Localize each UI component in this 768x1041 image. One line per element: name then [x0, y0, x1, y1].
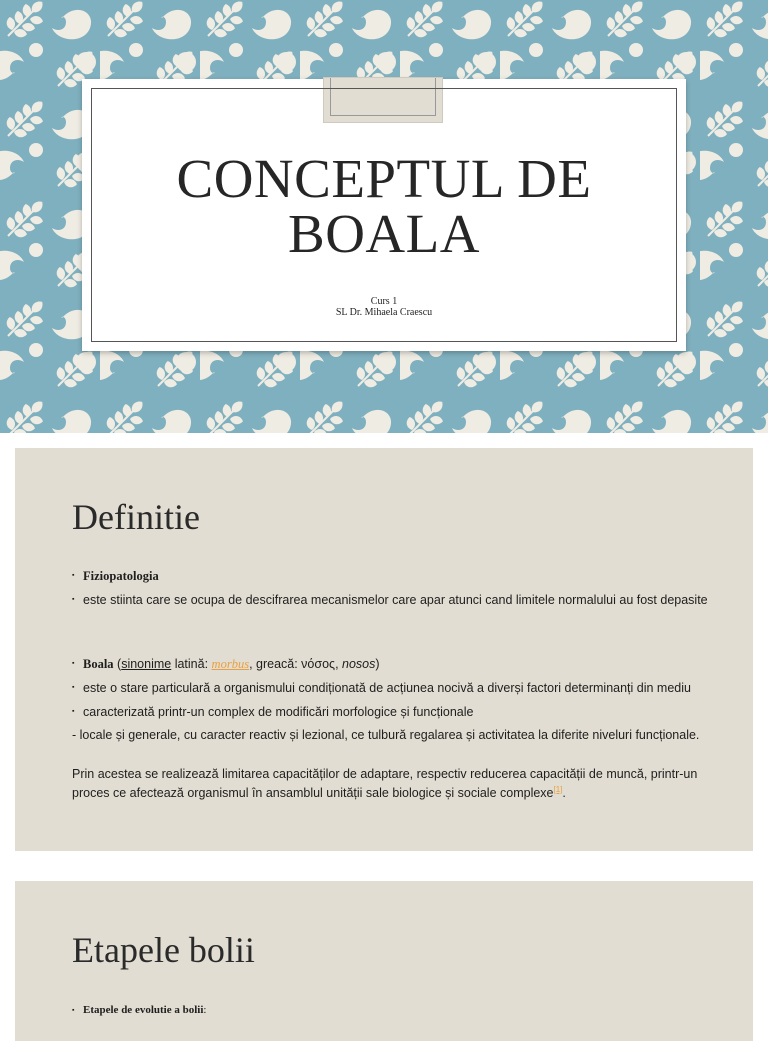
etape-slide: [15, 881, 753, 1041]
slide-subtitle: [82, 296, 686, 318]
title-slide: [0, 0, 768, 433]
title-line-1: CONCEPTUL DE: [176, 148, 592, 209]
bullet-caracterizata: ▪ caracterizată printr-un complex de modificări morfologice și funcționale: [72, 704, 473, 720]
line-locale-generale: - locale și generale, cu caracter reactiv și lezional, ce tulbură regalarea și activitatea la diferite niveluri funcționale.: [72, 728, 700, 742]
subtitle-course: Curs 1: [370, 296, 398, 307]
definition-heading: Definitie: [72, 497, 200, 537]
bullet-stare-particulara: ▪ este o stare particulară a organismului condiționată de acțiunea nocivă a diverși factori determinanți din mediu: [72, 680, 691, 696]
bullet-definitie-fiziopatologie: ▪ este stiinta care se ocupa de descifrarea mecanismelor care apar atunci cand limitele normalului au fost depasite: [72, 592, 708, 608]
link-morbus[interactable]: morbus: [211, 657, 250, 671]
subtitle-author: SL Dr. Mihaela Craescu: [335, 307, 433, 318]
link-sinonime[interactable]: sinonime: [121, 657, 172, 671]
definition-slide: [15, 448, 753, 851]
title-card: [82, 79, 686, 351]
etape-heading: Etapele bolii: [72, 930, 255, 970]
bullet-etape-evolutie: ▪ Etapele de evolutie a bolii:: [72, 1002, 206, 1018]
slide-title: [82, 148, 686, 264]
bullet-fiziopatologia: ▪ Fiziopatologia: [72, 568, 159, 584]
paragraph-adaptare: Prin acestea se realizează limitarea capacităților de adaptare, respectiv reducerea capacității de muncă, printr-un proces ce afectează organismul în ansamblul unității sale biologice și sociale complexe[1].: [72, 767, 698, 801]
footnote-link[interactable]: [1]: [553, 785, 563, 794]
bullet-boala: ▪ Boala (sinonime latină: morbus, greacă: νόσος, nosos): [72, 656, 380, 672]
title-line-2: BOALA: [288, 203, 480, 264]
